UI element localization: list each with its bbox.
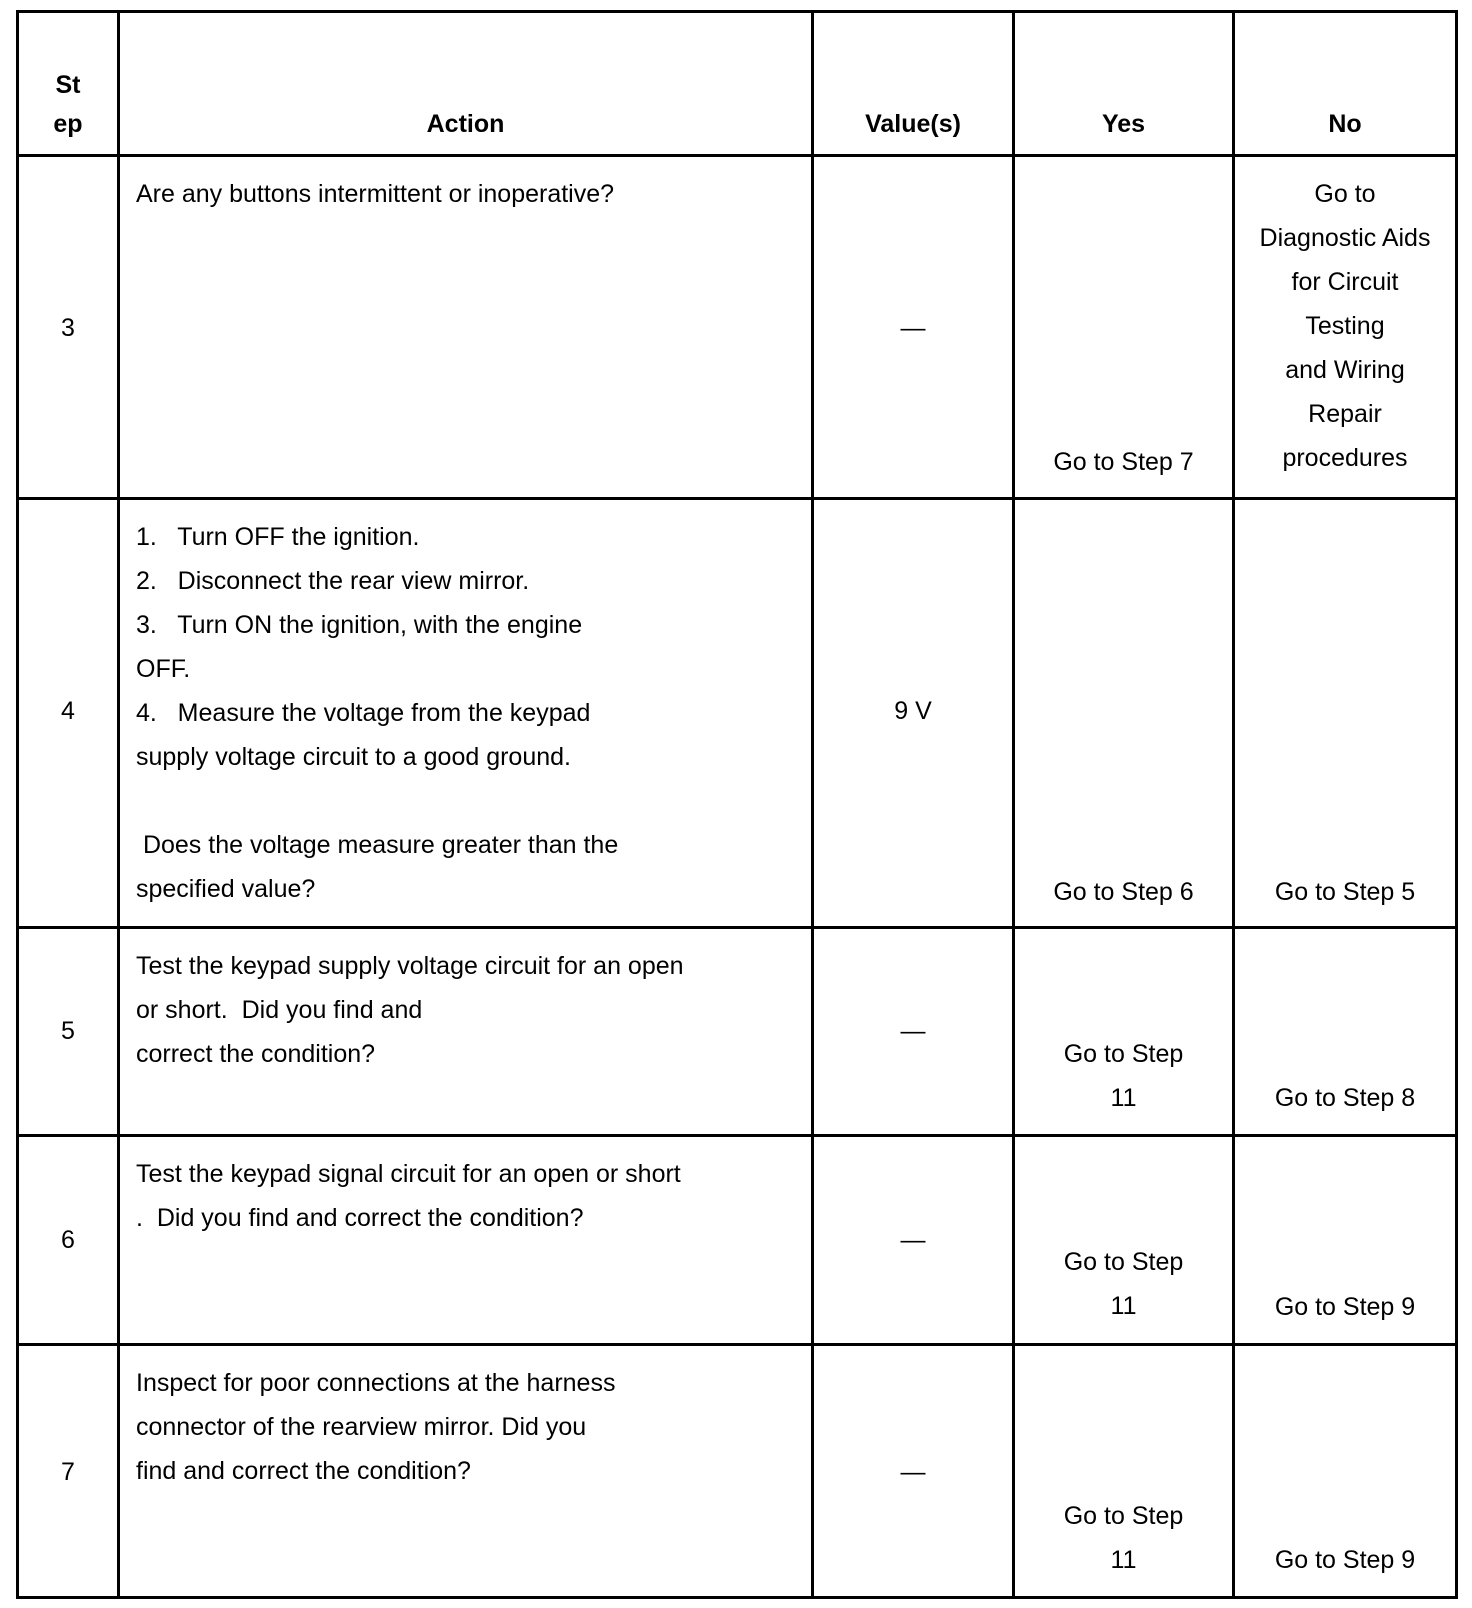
row-divider: [16, 1343, 1458, 1346]
row-divider: [16, 497, 1458, 500]
value-text: 9 V: [894, 697, 932, 725]
no-target: Go to Step 9: [1274, 1546, 1416, 1574]
step-number: 4: [61, 697, 75, 725]
column-divider: [117, 10, 120, 1599]
column-divider: [1012, 10, 1015, 1599]
header-action: Action: [426, 110, 505, 138]
table-border-top: [16, 10, 1458, 13]
step-number: 7: [61, 1458, 75, 1486]
step-number: 3: [61, 314, 75, 342]
step-number: 6: [61, 1226, 75, 1254]
action-text: Test the keypad signal circuit for an open or short . Did you find and correct the condition?: [136, 1160, 681, 1232]
value-text: —: [900, 1226, 926, 1254]
action-text: Are any buttons intermittent or inoperative?: [136, 180, 615, 208]
action-text: Test the keypad supply voltage circuit for an open or short. Did you find and correct the condition?: [136, 952, 684, 1068]
no-target: Go to Step 9: [1274, 1293, 1416, 1321]
header-yes: Yes: [1101, 110, 1146, 138]
action-text: Inspect for poor connections at the harness connector of the rearview mirror. Did you find and correct the condition?: [136, 1369, 616, 1485]
table-border-bottom: [16, 1596, 1458, 1599]
value-text: —: [900, 1017, 926, 1045]
header-step: St ep: [53, 71, 83, 138]
value-text: —: [900, 314, 926, 342]
no-target: Go to Diagnostic Aids for Circuit Testing and Wiring Repair procedures: [1259, 180, 1431, 472]
step-number: 5: [61, 1017, 75, 1045]
no-target: Go to Step 8: [1274, 1084, 1416, 1112]
row-divider: [16, 1134, 1458, 1137]
value-text: —: [900, 1458, 926, 1486]
yes-target: Go to Step 11: [1063, 1248, 1184, 1320]
action-text: 1. Turn OFF the ignition. 2. Disconnect the rear view mirror. 3. Turn ON the ignition, with the engine OFF. 4. Measure the voltage from the keypad supply voltage circuit to a good ground. Does the voltage measure greater than the specified value?: [136, 523, 619, 903]
yes-target: Go to Step 6: [1053, 878, 1194, 906]
yes-target: Go to Step 7: [1053, 448, 1194, 476]
row-divider: [16, 926, 1458, 929]
header-divider: [16, 154, 1458, 157]
header-no: No: [1328, 110, 1362, 138]
column-divider: [811, 10, 814, 1599]
yes-target: Go to Step 11: [1063, 1040, 1184, 1112]
no-target: Go to Step 5: [1274, 878, 1416, 906]
column-divider: [16, 10, 19, 1599]
yes-target: Go to Step 11: [1063, 1502, 1184, 1574]
column-divider: [1455, 10, 1458, 1599]
header-values: Value(s): [865, 110, 961, 138]
